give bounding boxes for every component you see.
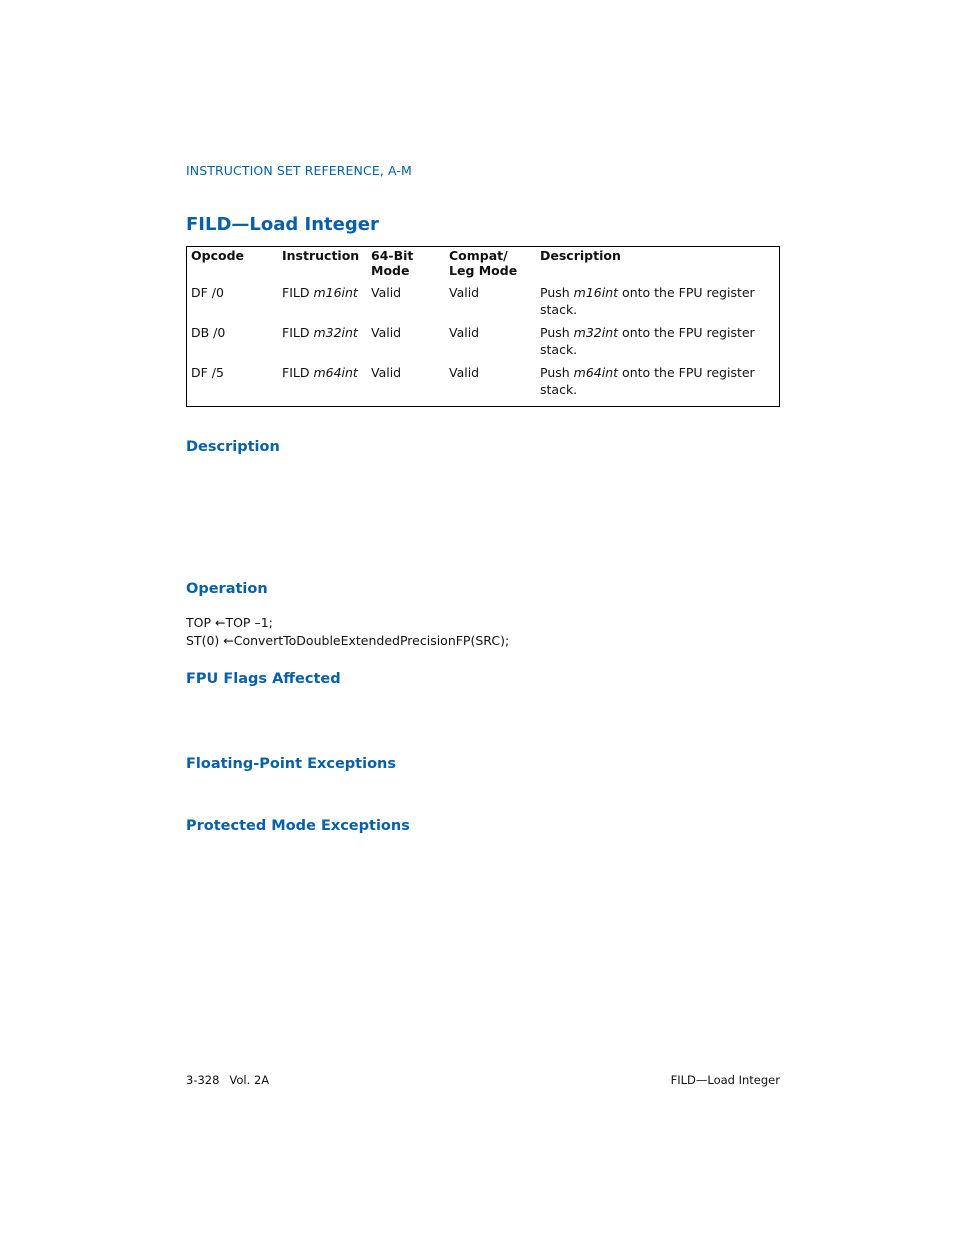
cell-opcode: DF /0 [191, 285, 224, 300]
cell-compat-mode: Valid [449, 325, 480, 340]
cell-compat-mode: Valid [449, 365, 480, 380]
footer-page-info [186, 1073, 269, 1087]
table-row [187, 324, 779, 364]
cell-instruction: FILD m64int [282, 365, 358, 380]
cell-description: Push m16int onto the FPU register stack. [540, 285, 755, 317]
cell-compat-mode: Valid [449, 285, 480, 300]
running-header: INSTRUCTION SET REFERENCE, A-M [186, 163, 412, 178]
cell-description: Push m32int onto the FPU register stack. [540, 325, 755, 357]
section-heading-operation: Operation [186, 581, 268, 597]
cell-64bit-mode: Valid [371, 365, 402, 380]
cell-64bit-mode: Valid [371, 285, 402, 300]
footer-page-number: 3-328 [186, 1073, 220, 1087]
code-line: ST(0) ←ConvertToDoubleExtendedPrecisionFP(SRC); [186, 633, 510, 648]
section-heading-fpu-flags: FPU Flags Affected [186, 671, 341, 687]
opcode-table-grid [187, 247, 779, 404]
cell-instruction: FILD m32int [282, 325, 358, 340]
footer-title: FILD—Load Integer [670, 1073, 780, 1087]
section-heading-description: Description [186, 439, 280, 455]
operation-code [186, 614, 509, 650]
page-title: FILD—Load Integer [186, 214, 379, 235]
col-header-64bit-mode: 64-Bit Mode [371, 248, 414, 278]
cell-opcode: DF /5 [191, 365, 224, 380]
code-line: TOP ←TOP –1; [186, 615, 273, 630]
table-row [187, 284, 779, 324]
section-heading-fp-exceptions: Floating-Point Exceptions [186, 756, 396, 772]
table-row [187, 364, 779, 404]
col-header-compat-leg-mode: Compat/ Leg Mode [449, 248, 518, 278]
cell-opcode: DB /0 [191, 325, 226, 340]
section-heading-protected-mode: Protected Mode Exceptions [186, 818, 410, 834]
cell-64bit-mode: Valid [371, 325, 402, 340]
footer-volume: Vol. 2A [229, 1073, 270, 1087]
opcode-table [186, 246, 780, 407]
cell-description: Push m64int onto the FPU register stack. [540, 365, 755, 397]
col-header-opcode: Opcode [191, 248, 244, 263]
cell-instruction: FILD m16int [282, 285, 358, 300]
col-header-instruction: Instruction [282, 248, 360, 263]
table-header-row [187, 247, 779, 284]
col-header-description: Description [540, 248, 621, 263]
